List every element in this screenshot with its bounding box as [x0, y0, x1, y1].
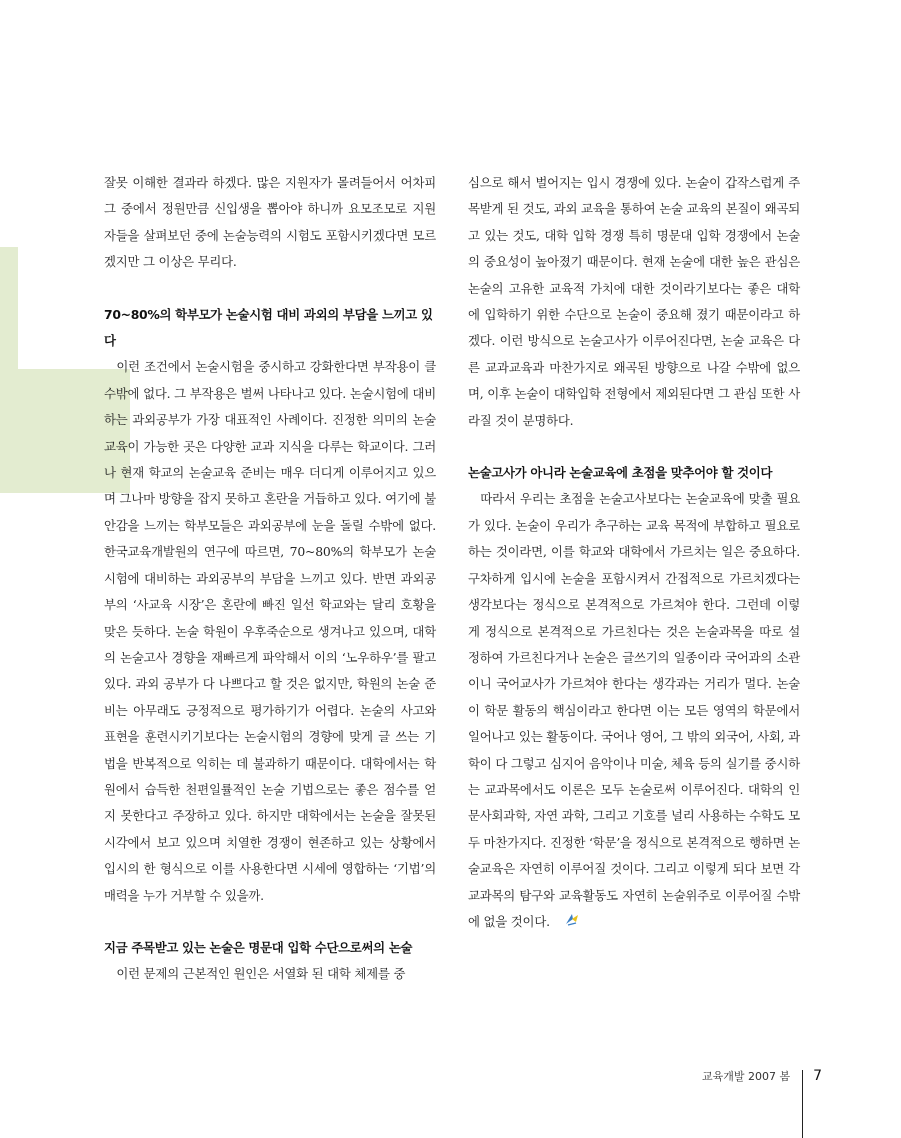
- left-heading-2: 지금 주목받고 있는 논술은 명문대 입학 수단으로써의 논술: [104, 939, 413, 955]
- page-number: 7: [813, 1068, 822, 1084]
- right-paragraph-2-text: 따라서 우리는 초점을 논술고사보다는 논술교육에 맞출 필요가 있다. 논술이 우리가 추구하는 교육 목적에 부합하고 필요로 하는 것이라면, 이를 학교와 대학에서 가르치는 일은 중요하다. 구차하게 입시에 논술을 포함시켜서 간접적으로 가르치겠다는 생각보다는 정식으로 본격적으로 가르쳐야 한다. 그런데 이렇게 정식으로 본격적으로 가르친다는 것은 논술과목을 따로 설정하여 가르친다거나 논술은 글쓰기의 일종이라 국어과의 소관이니 국어교사가 가르쳐야 한다는 생각과는 거리가 멀다. 논술이 학문 활동의 핵심이라고 한다면 이는 모든 영역의 학문에서 일어나고 있는 활동이다. 국어나 영어, 그 밖의 외국어, 사회, 과학이 다 그렇고 심지어 음악이나 미술, 체육 등의 실기를 중시하는 교과목에서도 이론은 모두 논술로써 이루어진다. 대학의 인문사회과학, 자연 과학, 그리고 기호를 널리 사용하는 수학도 모두 마찬가지다. 진정한 ‘학문’을 정식으로 본격적으로 행하면 논술교육은 자연히 이루어질 것이다. 그리고 이렇게 되다 보면 각 교과목의 탐구와 교육활동도 자연히 논술위주로 이루어질 수밖에 없을 것이다.: [468, 491, 800, 929]
- left-column: [104, 170, 436, 988]
- footer-rule: [802, 1070, 803, 1138]
- left-paragraph-2: 이런 조건에서 논술시험을 중시하고 강화한다면 부작용이 클 수밖에 없다. 그 부작용은 벌써 나타나고 있다. 논술시험에 대비하는 과외공부가 가장 대표적인 사례이다. 진정한 의미의 논술 교육이 가능한 곳은 다양한 교과 지식을 다루는 학교이다. 그러나 현재 학교의 논술교육 준비는 매우 더디게 이루어지고 있으며 그나마 방향을 잡지 못하고 혼란을 거듭하고 있다. 여기에 불안감을 느끼는 학부모들은 과외공부에 눈을 돌릴 수밖에 없다. 한국교육개발원의 연구에 따르면, 70~80%의 학부모가 논술시험에 대비하는 과외공부의 부담을 느끼고 있다. 반면 과외공부의 ‘사교육 시장’은 혼란에 빠진 일선 학교와는 달리 호황을 맞은 듯하다. 논술 학원이 우후죽순으로 생겨나고 있으며, 대학의 논술고사 경향을 재빠르게 파악해서 이의 ‘노우하우’를 팔고 있다. 과외 공부가 다 나쁘다고 할 것은 없지만, 학원의 논술 준비는 아무래도 긍정적으로 평가하기가 어렵다. 논술의 사고와 표현을 훈련시키기보다는 논술시험의 경향에 맞게 글 쓰는 기법을 반복적으로 익히는 데 불과하기 때문이다. 대학에서는 학원에서 습득한 천편일률적인 논술 기법으로는 좋은 점수를 얻지 못한다고 주장하고 있다. 하지만 대학에서는 논술을 잘못된 시각에서 보고 있으며 치열한 경쟁이 현존하고 있는 상황에서 입시의 한 형식으로 이를 사용한다면 시세에 영합하는 ‘기법’의 매력을 누가 거부할 수 있을까.: [104, 359, 436, 903]
- right-heading-1: 논술고사가 아니라 논술교육에 초점을 맞추어야 할 것이다: [468, 465, 773, 481]
- page-footer: [702, 1042, 822, 1110]
- right-column: [468, 170, 800, 936]
- right-paragraph-2: [468, 486, 800, 935]
- end-mark-icon: [552, 909, 580, 935]
- right-paragraph-1: 심으로 해서 벌어지는 입시 경쟁에 있다. 논술이 갑작스럽게 주목받게 된 것도, 과외 교육을 통하여 논술 교육의 본질이 왜곡되고 있는 것도, 대학 입학 경쟁 특히 명문대 입학 경쟁에서 논술의 중요성이 높아졌기 때문이다. 현재 논술에 대한 높은 관심은 논술의 고유한 교육적 가치에 대한 것이라기보다는 좋은 대학에 입학하기 위한 수단으로 논술이 중요해 졌기 때문이라고 하겠다. 이런 방식으로 논술고사가 이루어진다면, 논술 교육은 다른 교과교육과 마찬가지로 왜곡된 방향으로 나갈 수밖에 없으며, 이후 논술이 대학입학 전형에서 제외된다면 그 관심 또한 사라질 것이 분명하다.: [468, 175, 800, 428]
- left-paragraph-1: 잘못 이해한 결과라 하겠다. 많은 지원자가 몰려들어서 어차피 그 중에서 정원만큼 신입생을 뽑아야 하니까 요모조모로 지원자들을 살펴보던 중에 논술능력의 시험도 포함시키겠다면 모르겠지만 그 이상은 무리다.: [104, 175, 436, 270]
- left-paragraph-3: 이런 문제의 근본적인 원인은 서열화 된 대학 체제를 중: [116, 966, 406, 982]
- publication-name: 교육개발 2007 봄: [701, 1070, 791, 1083]
- left-heading-1: 70~80%의 학부모가 논술시험 대비 과외의 부담을 느끼고 있다: [104, 306, 433, 349]
- decorative-green-block-top: [0, 247, 18, 369]
